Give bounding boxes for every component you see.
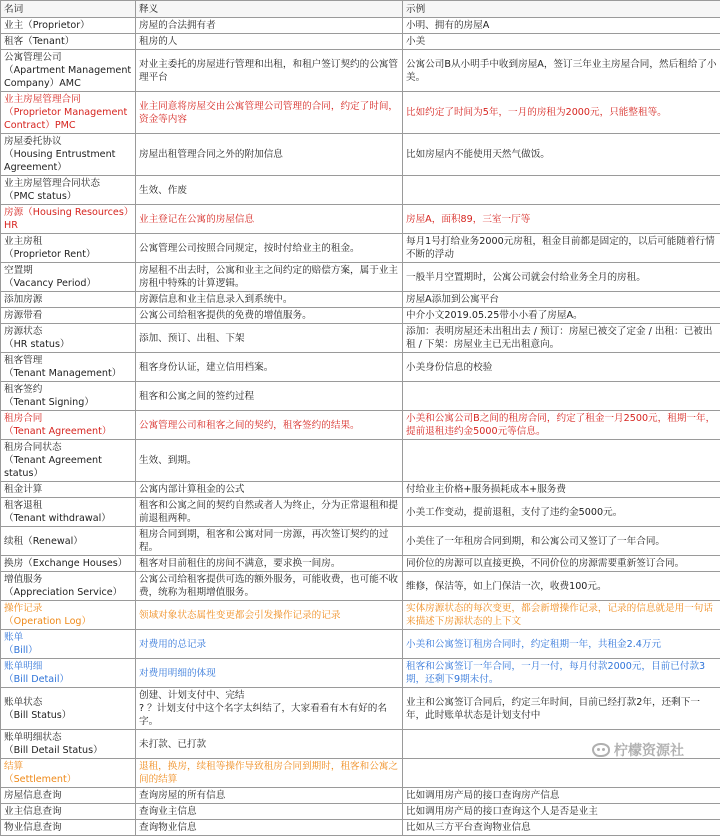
cell-text: 查询业主信息 [139, 806, 197, 817]
cell-term [1, 353, 136, 382]
cell-text: 租客签约 [4, 384, 42, 395]
cell-example [403, 630, 720, 659]
cell-example [403, 601, 720, 630]
cell-text: （Housing Entrustment Agreement） [4, 149, 115, 173]
cell-term [1, 804, 136, 820]
cell-text: 操作记录 [4, 603, 42, 614]
cell-text: 对业主委托的房屋进行管理和出租，和租户签订契约的公寓管理平台 [139, 59, 398, 83]
cell-definition [136, 820, 403, 836]
cell-text: 比如调用房产局的接口查询房产信息 [406, 790, 560, 801]
cell-text: 房源（Housing Resources）HR [4, 207, 129, 231]
table-row [1, 556, 720, 572]
table-row [1, 308, 720, 324]
table-row [1, 759, 720, 788]
cell-text: 业主和公寓签订合同后，约定三年时间，目前已经打款2年，还剩下一年，此时账单状态是计划支付中 [406, 697, 700, 721]
table-row [1, 382, 720, 411]
cell-text: 结算 [4, 761, 23, 772]
table-row [1, 263, 720, 292]
table-row [1, 601, 720, 630]
cell-text: 创建、计划支付中、完结 [139, 690, 245, 701]
cell-text: 房源带看 [4, 310, 42, 321]
cell-term [1, 572, 136, 601]
cell-term [1, 482, 136, 498]
cell-term [1, 308, 136, 324]
cell-text: （Tenant Signing） [4, 397, 94, 408]
cell-term [1, 18, 136, 34]
cell-text: 房屋的合法拥有者 [139, 20, 216, 31]
cell-term [1, 556, 136, 572]
cell-text: （HR status） [4, 339, 70, 350]
header-example: 示例 [403, 1, 720, 18]
cell-example [403, 482, 720, 498]
cell-text: 业主（Proprietor） [4, 20, 90, 31]
table-row [1, 820, 720, 836]
header-definition: 释义 [136, 1, 403, 18]
cell-definition [136, 659, 403, 688]
cell-text: 公寓公司给租客提供可选的额外服务，可能收费，也可能不收费，统称为租期增值服务。 [139, 574, 398, 598]
table-row [1, 176, 720, 205]
cell-example [403, 659, 720, 688]
cell-text: （Bill Detail Status） [4, 745, 103, 756]
cell-text: 房屋A，面积89，三室一厅等 [406, 214, 530, 225]
cell-term [1, 263, 136, 292]
cell-text: 实体房源状态的每次变更，都会新增操作记录，记录的信息就是用一句话来描述下房源状态的上下文 [406, 603, 713, 627]
cell-example [403, 92, 720, 134]
table-row [1, 324, 720, 353]
cell-text: （Tenant Agreement） [4, 426, 111, 437]
cell-term [1, 324, 136, 353]
cell-example [403, 688, 720, 730]
cell-definition [136, 440, 403, 482]
cell-term [1, 498, 136, 527]
cell-text: （Proprietor Management Contract）PMC [4, 107, 127, 131]
table-row [1, 659, 720, 688]
cell-text: 对费用的总记录 [139, 639, 206, 650]
cell-text: 房屋委托协议 [4, 136, 62, 147]
cell-definition [136, 92, 403, 134]
cell-text: 房屋信息查询 [4, 790, 62, 801]
cell-text: （Bill） [4, 645, 38, 656]
cell-text: 生效、到期。 [139, 455, 197, 466]
cell-example [403, 34, 720, 50]
cell-example [403, 440, 720, 482]
cell-text: 物业信息查询 [4, 822, 62, 833]
cell-text: 添加、预订、出租、下架 [139, 333, 245, 344]
cell-text: 查询物业信息 [139, 822, 197, 833]
cell-term [1, 234, 136, 263]
cell-text: （Proprietor Rent） [4, 249, 96, 260]
cell-text: 小明、拥有的房屋A [406, 20, 489, 31]
cell-text: 房屋出租管理合同之外的附加信息 [139, 149, 283, 160]
cell-example [403, 527, 720, 556]
table-row [1, 440, 720, 482]
cell-example [403, 572, 720, 601]
cell-definition [136, 730, 403, 759]
cell-example [403, 788, 720, 804]
cell-term [1, 527, 136, 556]
table-row [1, 134, 720, 176]
cell-text: （Settlement） [4, 774, 76, 785]
cell-text: （Vacancy Period） [4, 278, 96, 289]
cell-term [1, 630, 136, 659]
cell-text: 租客（Tenant） [4, 36, 74, 47]
table-row [1, 353, 720, 382]
cell-text: 每月1号打给业务2000元房租，租金目前都是固定的，以后可能随着行情不断的浮动 [406, 236, 715, 260]
cell-definition [136, 50, 403, 92]
cell-text: （Tenant withdrawal） [4, 513, 111, 524]
cell-definition [136, 176, 403, 205]
cell-text: 账单明细 [4, 661, 42, 672]
cell-text: 添加：表明房屋还未出租出去 / 预订：房屋已被交了定金 / 出租：已被出租 / 下架：房屋业主已无出租意向。 [406, 326, 712, 350]
cell-text: 对费用明细的体现 [139, 668, 216, 679]
cell-text: 租客退租 [4, 500, 42, 511]
cell-example [403, 730, 720, 759]
cell-text: 未打款、已打款 [139, 739, 206, 750]
cell-text: 房源状态 [4, 326, 42, 337]
cell-text: 生效、作废 [139, 185, 187, 196]
cell-term [1, 34, 136, 50]
table-row [1, 688, 720, 730]
table-row [1, 527, 720, 556]
cell-definition [136, 308, 403, 324]
cell-text: 退租，换房，续租等操作导致租房合同到期时，租客和公寓之间的结算 [139, 761, 398, 785]
cell-text: （Tenant Agreement status） [4, 455, 102, 479]
cell-definition [136, 527, 403, 556]
cell-text: 比如从三方平台查询物业信息 [406, 822, 531, 833]
cell-text: 业主房屋管理合同 [4, 94, 81, 105]
cell-example [403, 556, 720, 572]
cell-text: （Tenant Management） [4, 368, 121, 379]
cell-text: 租客和公寓之间的契约自然或者人为终止，分为正常退租和提前退租两种。 [139, 500, 398, 524]
cell-text: 租客对目前租住的房间不满意，要求换一间房。 [139, 558, 340, 569]
cell-text: 公寓公司给租客提供的免费的增值服务。 [139, 310, 312, 321]
cell-term [1, 176, 136, 205]
cell-definition [136, 601, 403, 630]
cell-term [1, 601, 136, 630]
cell-definition [136, 263, 403, 292]
cell-definition [136, 498, 403, 527]
cell-term [1, 440, 136, 482]
cell-example [403, 205, 720, 234]
cell-text: 领域对象状态属性变更都会引发操作记录的记录 [139, 610, 340, 621]
cell-text: 添加房源 [4, 294, 42, 305]
header-row [1, 1, 720, 18]
cell-text: 同价位的房源可以直接更换，不同价位的房源需要重新签订合同。 [406, 558, 684, 569]
table-row [1, 804, 720, 820]
cell-text: 租房的人 [139, 36, 177, 47]
table-row [1, 630, 720, 659]
cell-text: 租客身份认证，建立信用档案。 [139, 362, 273, 373]
cell-text: （Apartment Management Company）AMC [4, 65, 131, 89]
cell-example [403, 176, 720, 205]
cell-definition [136, 18, 403, 34]
cell-definition [136, 804, 403, 820]
cell-text: 租客管理 [4, 355, 42, 366]
table-row [1, 18, 720, 34]
cell-definition [136, 34, 403, 50]
table-row [1, 498, 720, 527]
table-row [1, 34, 720, 50]
cell-definition [136, 234, 403, 263]
cell-term [1, 205, 136, 234]
cell-example [403, 263, 720, 292]
cell-text: 小美身份信息的校验 [406, 362, 492, 373]
cell-example [403, 234, 720, 263]
cell-definition [136, 482, 403, 498]
cell-text: 比如约定了时间为5年，一月的房租为2000元，只能整租等。 [406, 107, 667, 118]
cell-definition [136, 134, 403, 176]
table-row [1, 205, 720, 234]
cell-example [403, 50, 720, 92]
cell-text: （Bill Status） [4, 710, 71, 721]
cell-term [1, 730, 136, 759]
cell-term [1, 50, 136, 92]
cell-definition [136, 382, 403, 411]
cell-text: 换房（Exchange Houses） [4, 558, 127, 569]
cell-text: 业主同意将房屋交由公寓管理公司管理的合同，约定了时间，资金等内容 [139, 101, 398, 125]
cell-term [1, 292, 136, 308]
cell-text: 账单 [4, 632, 23, 643]
table-row [1, 411, 720, 440]
cell-text: 比如调用房产局的接口查询这个人是否是业主 [406, 806, 598, 817]
cell-definition [136, 205, 403, 234]
cell-text: （Operation Log） [4, 616, 91, 627]
cell-text: （Bill Detail） [4, 674, 69, 685]
cell-text: 租客和公寓签订一年合同，一月一付，每月付款2000元，目前已付款3期，还剩下9期未付。 [406, 661, 705, 685]
cell-text: 房屋A添加到公寓平台 [406, 294, 499, 305]
cell-text: 房源信息和业主信息录入到系统中。 [139, 294, 293, 305]
cell-text: 业主房租 [4, 236, 42, 247]
cell-text: 续租（Renewal） [4, 536, 83, 547]
cell-text: 公寓管理公司和租客之间的契约，租客签约的结果。 [139, 420, 360, 431]
cell-text: 租房合同状态 [4, 442, 62, 453]
cell-text: 中介小文2019.05.25带小小看了房屋A。 [406, 310, 583, 321]
cell-example [403, 308, 720, 324]
cell-text: 租房合同 [4, 413, 42, 424]
cell-term [1, 134, 136, 176]
cell-term [1, 759, 136, 788]
cell-text: 一般半月空置期时，公寓公司就会付给业务全月的房租。 [406, 272, 646, 283]
cell-text: 业主房屋管理合同状态 [4, 178, 100, 189]
cell-text: 业主登记在公寓的房屋信息 [139, 214, 254, 225]
cell-text: 租房合同到期，租客和公寓对同一房源，再次签订契约的过程。 [139, 529, 388, 553]
cell-text: 业主信息查询 [4, 806, 62, 817]
cell-definition [136, 759, 403, 788]
cell-text: 小美住了一年租房合同到期，和公寓公司又签订了一年合同。 [406, 536, 665, 547]
cell-example [403, 382, 720, 411]
cell-example [403, 820, 720, 836]
cell-text: （PMC status） [4, 191, 76, 202]
cell-text: 查询房屋的所有信息 [139, 790, 225, 801]
cell-text: （Appreciation Service） [4, 587, 122, 598]
cell-text: 比如房屋内不能使用天然气做饭。 [406, 149, 550, 160]
cell-term [1, 382, 136, 411]
table-row [1, 572, 720, 601]
cell-example [403, 292, 720, 308]
cell-text: 小美和公寓公司B之间的租房合同，约定了租金一月2500元，租期一年，提前退租违约金5000元等信息。 [406, 413, 715, 437]
table-row [1, 50, 720, 92]
cell-text: 空置期 [4, 265, 33, 276]
cell-text: 维修，保洁等，如上门保洁一次，收费100元。 [406, 581, 607, 592]
cell-definition [136, 556, 403, 572]
cell-example [403, 134, 720, 176]
cell-term [1, 92, 136, 134]
header-term: 名词 [1, 1, 136, 18]
cell-term [1, 788, 136, 804]
cell-term [1, 411, 136, 440]
table-row [1, 92, 720, 134]
cell-text: 租客和公寓之间的签约过程 [139, 391, 254, 402]
table-row [1, 788, 720, 804]
cell-example [403, 353, 720, 382]
cell-definition [136, 292, 403, 308]
cell-example [403, 411, 720, 440]
cell-definition [136, 788, 403, 804]
cell-definition [136, 688, 403, 730]
cell-definition [136, 572, 403, 601]
cell-text: 付给业主价格+服务损耗成本+服务费 [406, 484, 566, 495]
cell-text: 小美 [406, 36, 425, 47]
cell-text: 小美和公寓签订租房合同时，约定租期一年，共租金2.4万元 [406, 639, 661, 650]
cell-text: 公寓内部计算租金的公式 [139, 484, 245, 495]
cell-text: 租金计算 [4, 484, 42, 495]
cell-text: 账单明细状态 [4, 732, 62, 743]
cell-example [403, 759, 720, 788]
cell-text: 小美工作变动，提前退租，支付了违约金5000元。 [406, 507, 622, 518]
table-row [1, 292, 720, 308]
cell-example [403, 18, 720, 34]
cell-definition [136, 353, 403, 382]
cell-text: 房屋租不出去时，公寓和业主之间约定的赔偿方案，属于业主房租中特殊的计算逻辑。 [139, 265, 398, 289]
cell-definition [136, 324, 403, 353]
cell-example [403, 804, 720, 820]
table-row [1, 482, 720, 498]
cell-term [1, 820, 136, 836]
cell-text: 公寓公司B从小明手中收到房屋A，签订三年业主房屋合同，然后租给了小美。 [406, 59, 717, 83]
table-row [1, 234, 720, 263]
watermark-text: 柠檬资源社 [614, 740, 684, 760]
cell-text: ? ？计划支付中这个名字太纠结了，大家看看有木有好的名字。 [139, 703, 387, 727]
cell-text: 公寓管理公司 [4, 52, 62, 63]
cell-definition [136, 411, 403, 440]
table-row [1, 730, 720, 759]
cell-example [403, 498, 720, 527]
cell-definition [136, 630, 403, 659]
cell-text: 公寓管理公司按照合同规定，按时付给业主的租金。 [139, 243, 360, 254]
cell-term [1, 659, 136, 688]
cell-text: 增值服务 [4, 574, 42, 585]
cell-term [1, 688, 136, 730]
cell-example [403, 324, 720, 353]
cell-text: 账单状态 [4, 697, 42, 708]
